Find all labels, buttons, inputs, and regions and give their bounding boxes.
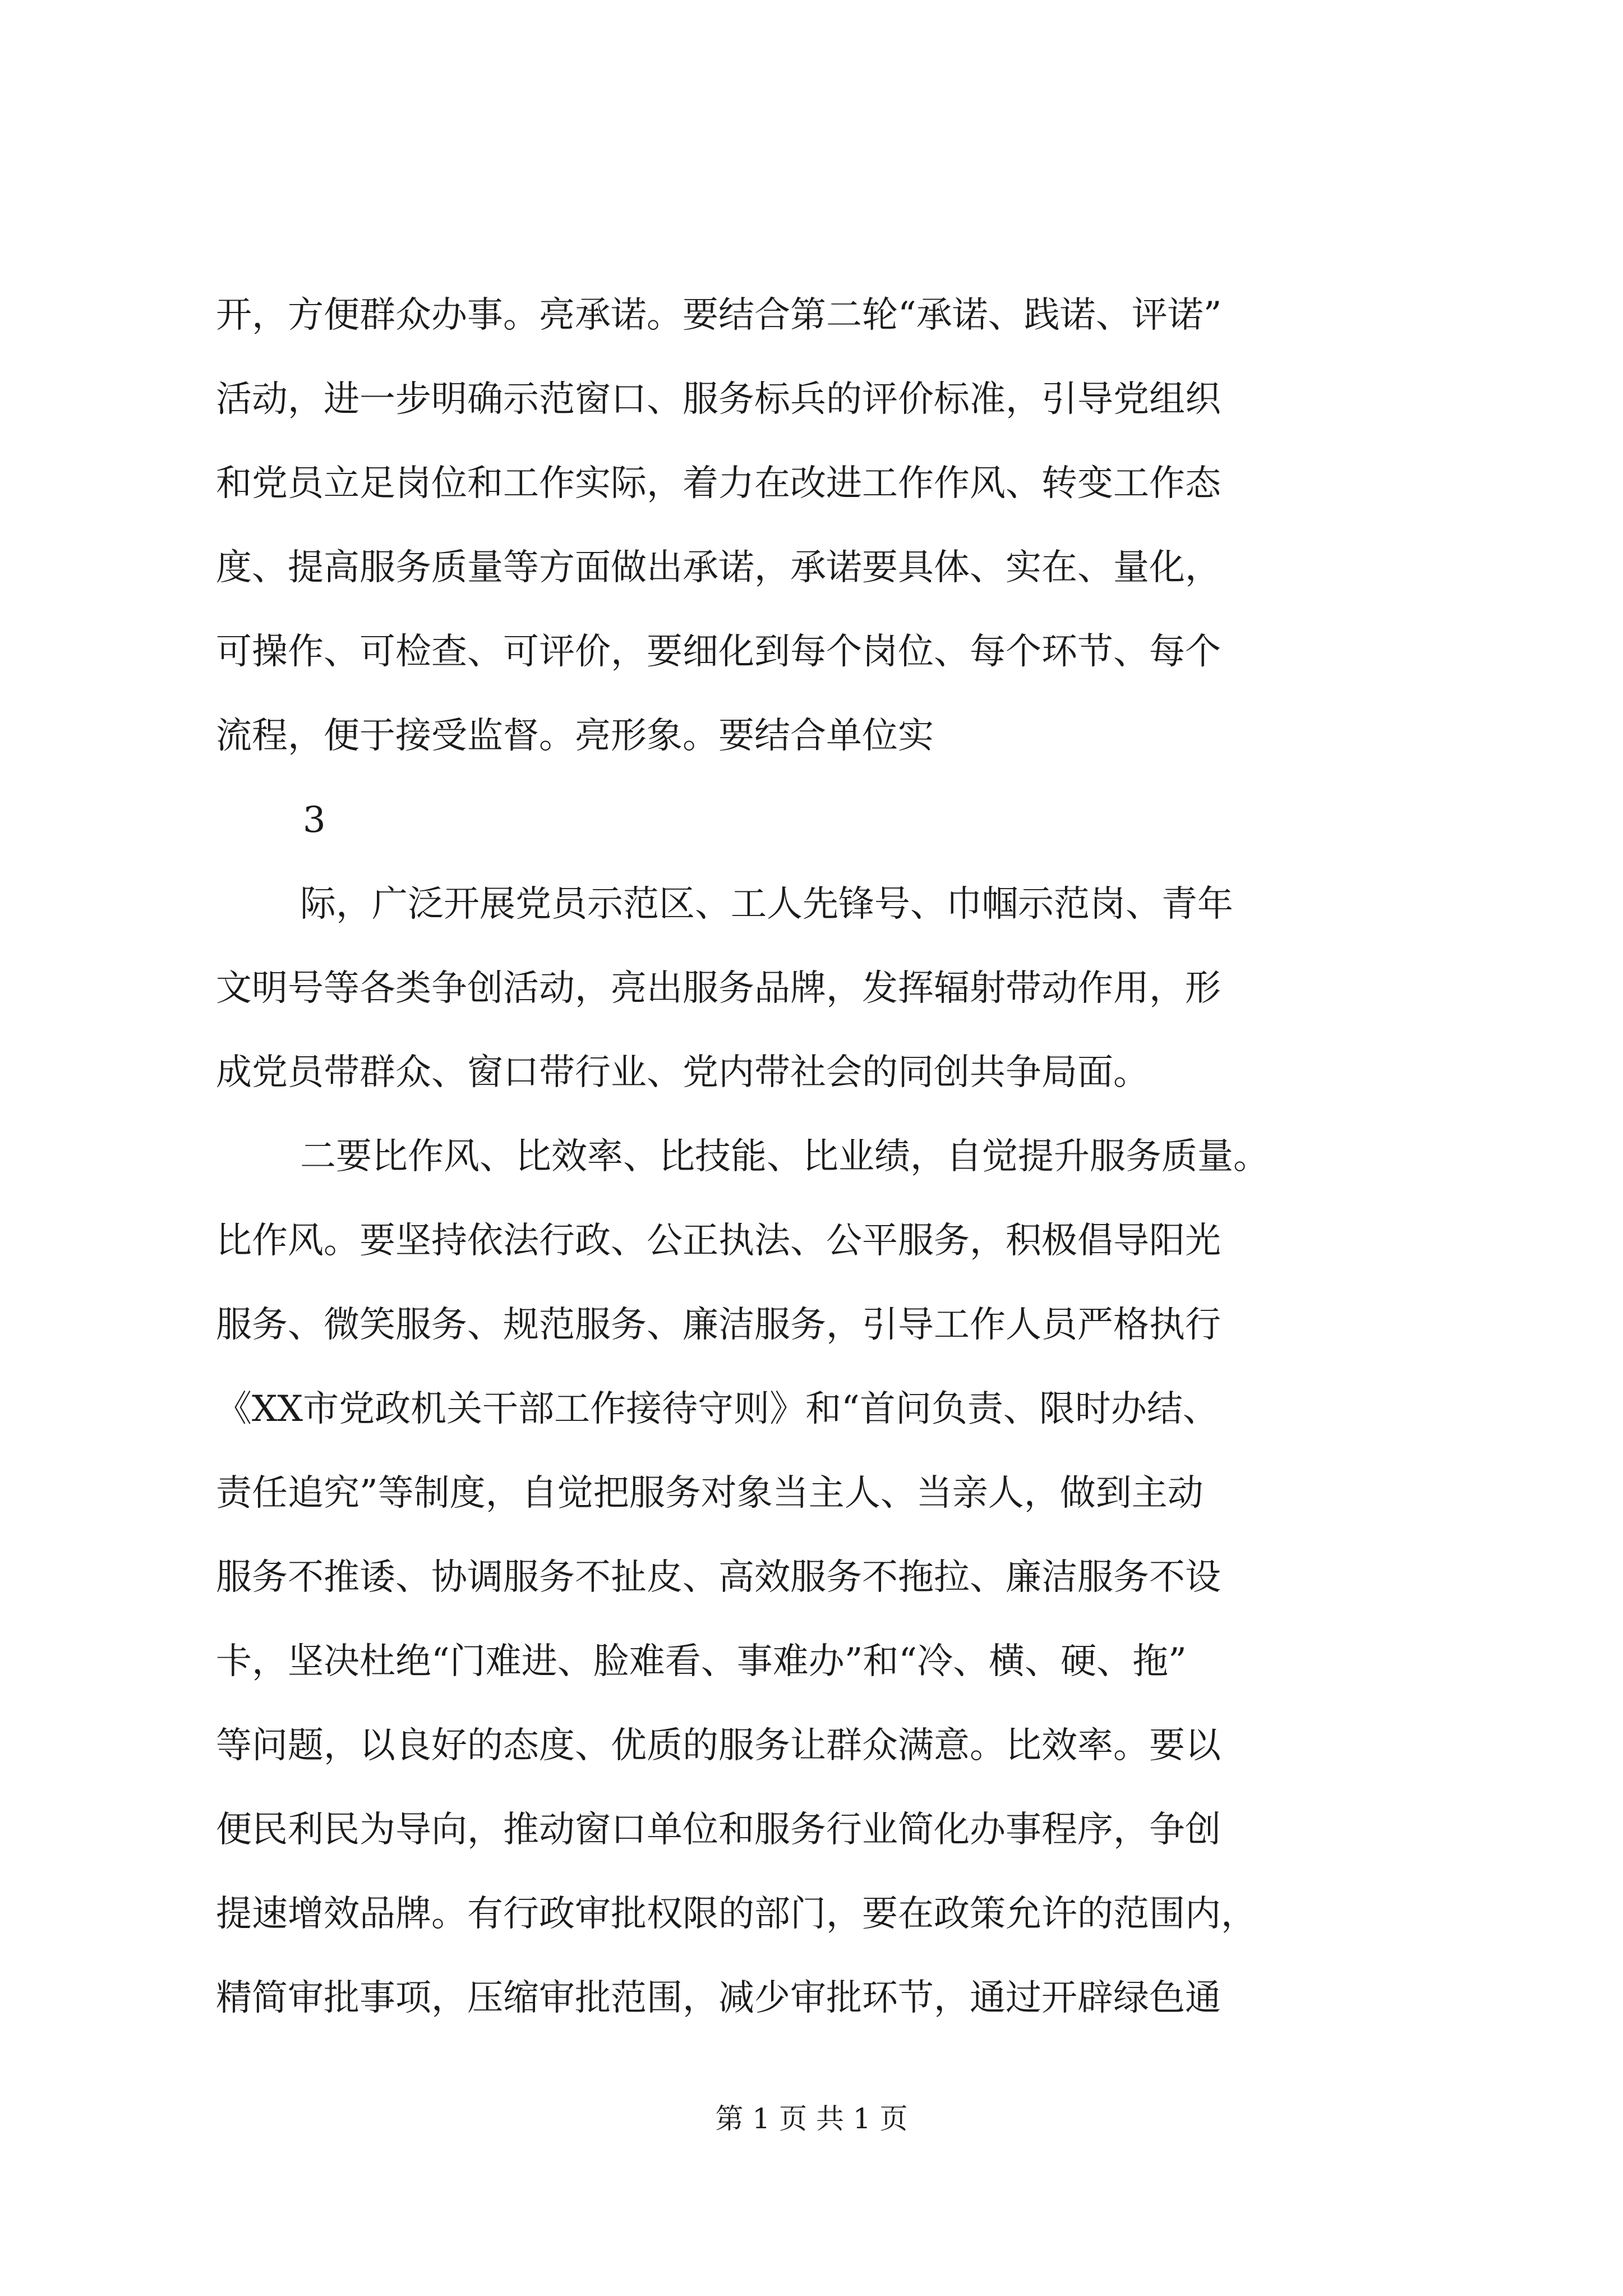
- paragraph-line: 和党员立足岗位和工作实际，着力在改进工作作风、转变工作态: [216, 463, 1221, 504]
- paragraph-line: 责任追究”等制度，自觉把服务对象当主人、当亲人，做到主动: [216, 1473, 1204, 1514]
- paragraph-line: 比作风。要坚持依法行政、公正执法、公平服务，积极倡导阳光: [216, 1220, 1221, 1262]
- paragraph-line: 开，方便群众办事。亮承诺。要结合第二轮“承诺、践诺、评诺”: [216, 295, 1222, 336]
- paragraph-line: 文明号等各类争创活动，亮出服务品牌，发挥辐射带动作用，形: [216, 968, 1221, 1009]
- paragraph-line: 提速增效品牌。有行政审批权限的部门，要在政策允许的范围内，: [216, 1893, 1257, 1935]
- paragraph-line: 度、提高服务质量等方面做出承诺，承诺要具体、实在、量化，: [216, 547, 1221, 588]
- paragraph-line: 可操作、可检查、可评价，要细化到每个岗位、每个环节、每个: [216, 631, 1221, 673]
- paragraph-line: 服务不推诿、协调服务不扯皮、高效服务不拖拉、廉洁服务不设: [216, 1557, 1221, 1598]
- paragraph-line: 服务、微笑服务、规范服务、廉洁服务，引导工作人员严格执行: [216, 1304, 1221, 1346]
- paragraph-line: 便民利民为导向，推动窗口单位和服务行业简化办事程序，争创: [216, 1809, 1221, 1851]
- paragraph-line: 成党员带群众、窗口带行业、党内带社会的同创共争局面。: [216, 1052, 1149, 1093]
- paragraph-line: 卡，坚决杜绝“门难进、脸难看、事难办”和“冷、横、硬、拖”: [216, 1641, 1187, 1682]
- paragraph-line: 精简审批事项，压缩审批范围，减少审批环节，通过开辟绿色通: [216, 1977, 1221, 2019]
- inline-page-marker: 3: [303, 799, 326, 841]
- paragraph-line: 二要比作风、比效率、比技能、比业绩，自觉提升服务质量。: [300, 1136, 1269, 1177]
- page-footer: 第 1 页 共 1 页: [715, 2102, 908, 2135]
- paragraph-line: 等问题，以良好的态度、优质的服务让群众满意。比效率。要以: [216, 1725, 1221, 1766]
- paragraph-line: 流程，便于接受监督。亮形象。要结合单位实: [216, 715, 934, 757]
- paragraph-line: 活动，进一步明确示范窗口、服务标兵的评价标准，引导党组织: [216, 379, 1221, 420]
- paragraph-line: 际，广泛开展党员示范区、工人先锋号、巾帼示范岗、青年: [300, 884, 1233, 925]
- paragraph-line: 《XX市党政机关干部工作接待守则》和“首问负责、限时办结、: [216, 1388, 1219, 1430]
